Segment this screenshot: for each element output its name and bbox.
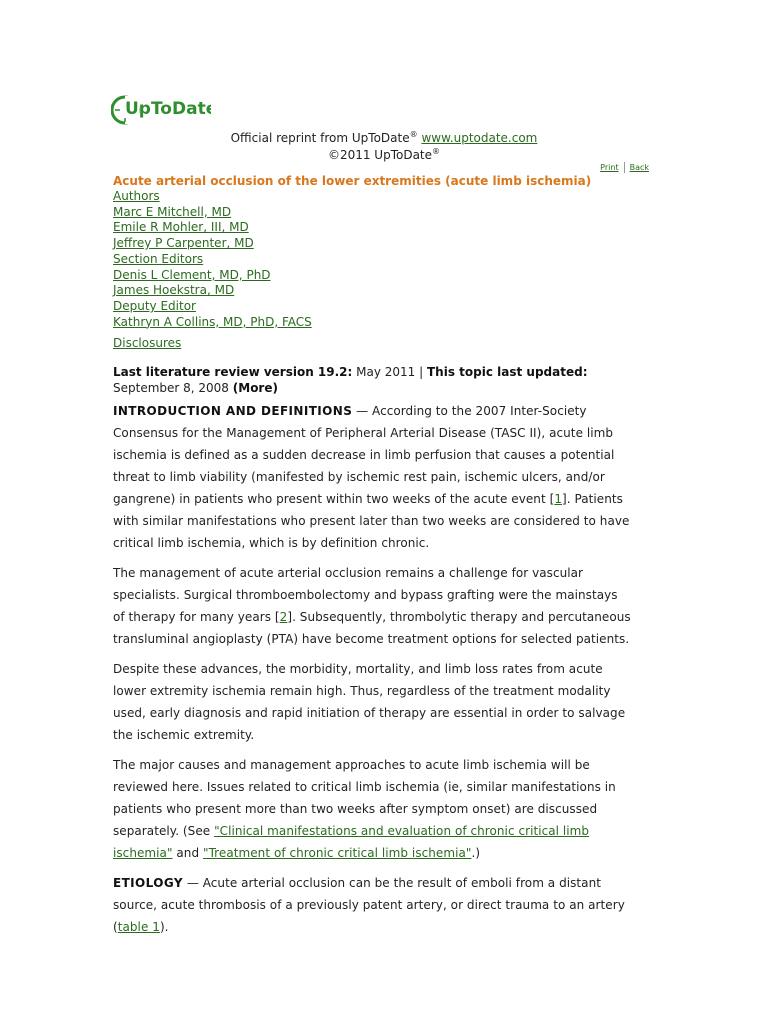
- reg-mark-2: ®: [432, 147, 441, 156]
- back-link[interactable]: Back: [629, 163, 649, 172]
- copyright-text: ©2011 UpToDate: [327, 148, 433, 162]
- updated-value: September 8, 2008: [113, 381, 233, 396]
- intro-text-end: ]. Patients with similar manifestations who present later than two weeks are considered to have critical limb ischemia, which is by definition chronic.: [113, 492, 630, 551]
- uptodate-link[interactable]: www.uptodate.com: [421, 131, 538, 145]
- authors-link[interactable]: Authors: [113, 189, 160, 203]
- intro-paragraph: [113, 400, 633, 554]
- etiology-heading: ETIOLOGY: [113, 876, 183, 891]
- author-link[interactable]: Marc E Mitchell, MD: [113, 204, 232, 219]
- etiology-text: — Acute arterial occlusion can be the result of emboli from a distant source, acute thrombosis of a previously patent artery, or direct trauma to an artery (: [113, 876, 625, 935]
- intro-heading: INTRODUCTION AND DEFINITIONS: [113, 404, 353, 419]
- copyright-line: [0, 144, 768, 163]
- editor-link[interactable]: Denis L Clement, MD, PhD: [113, 267, 271, 282]
- management-text-end: ]. Subsequently, thrombolytic therapy and percutaneous transluminal angioplasty (PTA) have become treatment options for selected patients.: [113, 610, 631, 647]
- and-text: and: [172, 846, 203, 861]
- review-value: May 2011 |: [352, 365, 427, 380]
- intro-text: — According to the 2007 Inter-Society Consensus for the Management of Peripheral Arterial Disease (TASC II), acute limb ischemia is defined as a sudden decrease in limb perfusion that causes a potential threat to limb viability (manifested by ischemic rest pain, ischemic ulcers, and/or gangrene) in patients who present within two weeks of the acute event [: [113, 404, 615, 507]
- logo-text: UpToDate: [125, 99, 211, 119]
- review-label: Last literature review version 19.2:: [113, 365, 353, 380]
- reference-link[interactable]: 1: [554, 492, 563, 507]
- reg-mark: ®: [409, 130, 418, 139]
- reference-link[interactable]: 2: [279, 610, 288, 625]
- more-toggle[interactable]: (More): [232, 381, 278, 396]
- article-title: Acute arterial occlusion of the lower extremities (acute limb ischemia): [113, 174, 592, 188]
- print-back-nav: [600, 162, 649, 173]
- causes-paragraph: [113, 754, 633, 864]
- disclosures-link[interactable]: Disclosures: [113, 336, 182, 351]
- updated-label: This topic last updated:: [427, 365, 588, 380]
- author-link[interactable]: Emile R Mohler, III, MD: [113, 220, 249, 235]
- author-link[interactable]: Jeffrey P Carpenter, MD: [113, 236, 254, 251]
- table-link[interactable]: table 1: [117, 920, 160, 935]
- deputy-editor-link[interactable]: Deputy Editor: [113, 298, 196, 313]
- management-text: The management of acute arterial occlusion remains a challenge for vascular specialists. Surgical thromboembolectomy and bypass grafting were the mainstays of therapy for many years [: [113, 566, 618, 625]
- advances-paragraph: Despite these advances, the morbidity, mortality, and limb loss rates from acute lower extremity ischemia remain high. Thus, regardless of the treatment modality used, early diagnosis and rapid initiation of therapy are essential in order to salvage the ischemic extremity.: [113, 662, 626, 743]
- etiology-text-end: ).: [159, 920, 169, 935]
- editor-link[interactable]: James Hoekstra, MD: [113, 283, 235, 298]
- uptodate-logo: [111, 92, 211, 128]
- causes-text: The major causes and management approaches to acute limb ischemia will be reviewed here. Issues related to critical limb ischemia (ie, similar manifestations in patients who present more than two weeks after symptom onset) are discussed separately. (See: [113, 758, 616, 839]
- management-paragraph: [113, 562, 633, 650]
- review-info: [113, 364, 633, 396]
- treatment-link[interactable]: "Treatment of chronic critical limb ischemia": [203, 846, 472, 861]
- reprint-text: Official reprint from UpToDate: [230, 131, 410, 145]
- clinical-manifestations-link[interactable]: "Clinical manifestations and evaluation of chronic critical limb ischemia": [113, 824, 590, 861]
- section-editors-link[interactable]: Section Editors: [113, 251, 204, 266]
- causes-text-end: .): [471, 846, 481, 861]
- article-content: [113, 173, 633, 946]
- editor-link[interactable]: Kathryn A Collins, MD, PhD, FACS: [113, 314, 312, 329]
- contributors-list: [113, 189, 633, 330]
- etiology-paragraph: [113, 872, 633, 938]
- nav-separator: [624, 162, 625, 173]
- print-link[interactable]: Print: [600, 163, 619, 172]
